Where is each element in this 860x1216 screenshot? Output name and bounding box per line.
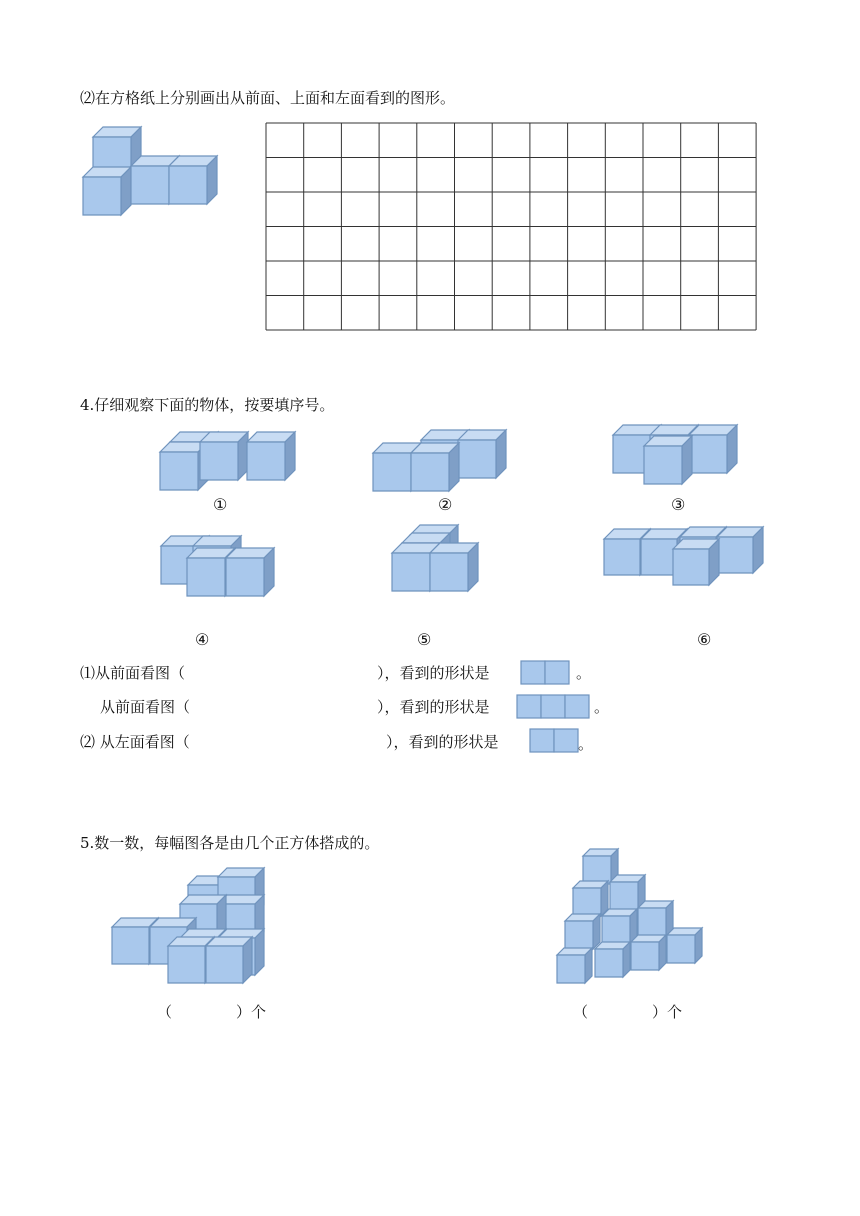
q1-line1-answer-blank[interactable]: [205, 663, 375, 683]
answer2-open: （: [573, 1003, 589, 1021]
label-figure-4: ④: [195, 630, 210, 649]
label-figure-6: ⑥: [697, 630, 712, 649]
cube: [430, 543, 478, 591]
figure-l-shape: [75, 120, 225, 220]
cube: [644, 436, 692, 484]
q2-suffix: ），看到的形状是: [386, 733, 499, 751]
answer2-blank[interactable]: [590, 1002, 650, 1022]
answer1-close: ）个: [236, 1003, 267, 1021]
q2-end: 。: [578, 735, 594, 753]
answer1-blank[interactable]: [175, 1002, 235, 1022]
figure-stack-left: [108, 855, 298, 995]
q1-line2-answer-blank[interactable]: [205, 697, 375, 717]
cube: [667, 928, 702, 963]
q2-answer-blank[interactable]: [215, 732, 385, 752]
cube: [602, 909, 637, 944]
figure-3: [610, 420, 770, 490]
cube: [83, 167, 131, 215]
label-figure-5: ⑤: [417, 630, 432, 649]
cube: [411, 443, 459, 491]
figure-stack-right: [553, 845, 723, 985]
cube: [247, 432, 295, 480]
answer2-close: ）个: [652, 1003, 683, 1021]
cube: [673, 539, 719, 585]
cube: [226, 548, 274, 596]
label-figure-3: ③: [671, 495, 686, 514]
cube: [595, 942, 630, 977]
q1-line2-prefix: 从前面看图（: [100, 698, 191, 716]
q2-prefix: ⑵ 从左面看图（: [80, 733, 190, 751]
cube: [610, 875, 645, 910]
cube: [206, 937, 252, 983]
cube: [638, 901, 673, 936]
cube: [557, 948, 592, 983]
figure-4: [157, 533, 317, 603]
q1-line1-suffix: ），看到的形状是: [377, 664, 490, 682]
cube: [689, 425, 737, 473]
shape-two-squares: [520, 660, 572, 686]
answer1-open: （: [157, 1003, 173, 1021]
section3-part2-text: ⑵在方格纸上分别画出从前面、上面和左面看到的图形。: [80, 89, 456, 107]
shape-two-squares-left: [529, 728, 581, 754]
grid-paper[interactable]: [265, 122, 765, 337]
q1-line2-suffix: ），看到的形状是: [377, 698, 490, 716]
label-figure-1: ①: [213, 495, 228, 514]
cube: [565, 914, 600, 949]
q1-line1-prefix: ⑴从前面看图（: [80, 664, 186, 682]
q1-line1-end: 。: [576, 664, 592, 682]
cube: [200, 432, 248, 480]
section4-title: 4.仔细观察下面的物体，按要填序号。: [80, 396, 335, 414]
cube: [631, 935, 666, 970]
cube: [169, 156, 217, 204]
cube: [573, 881, 608, 916]
figure-2: [368, 425, 528, 495]
shape-three-squares: [516, 694, 592, 720]
figure-1: [155, 425, 315, 495]
label-figure-2: ②: [438, 495, 453, 514]
cube: [717, 527, 763, 573]
section5-title: 5.数一数，每幅图各是由几个正方体搭成的。: [80, 834, 380, 852]
cube: [458, 430, 506, 478]
figure-5: [388, 520, 508, 600]
q1-line2-end: 。: [594, 698, 610, 716]
figure-6: [600, 522, 780, 592]
